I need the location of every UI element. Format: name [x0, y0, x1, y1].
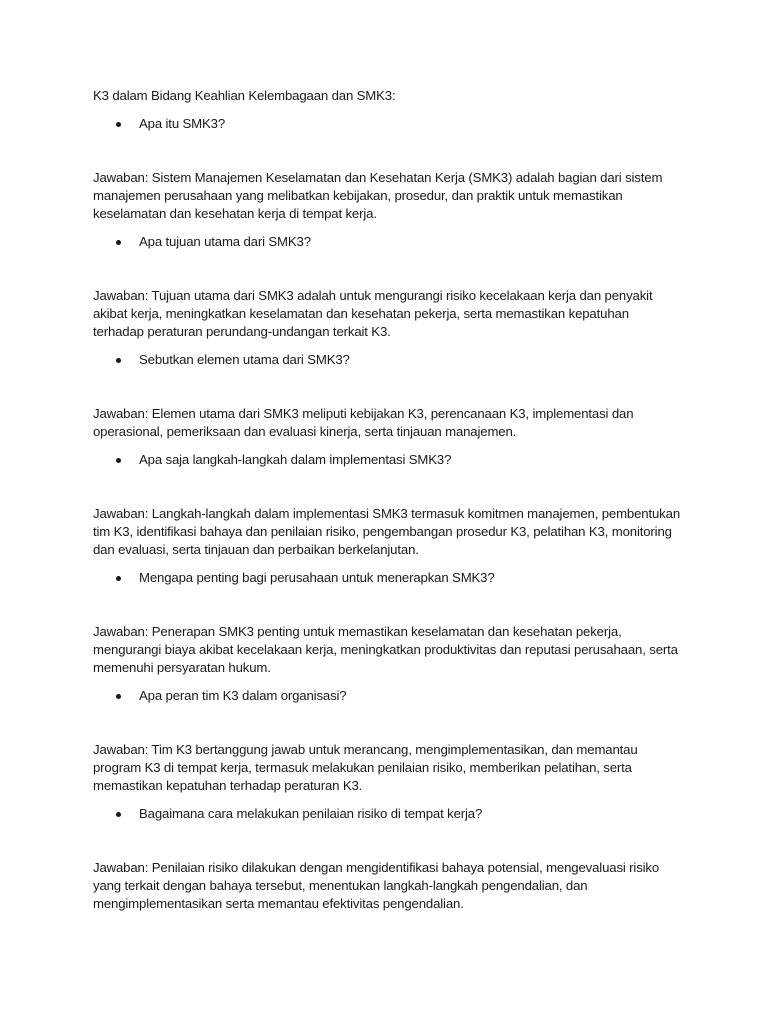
answer-text: Jawaban: Elemen utama dari SMK3 meliputi kebijakan K3, perencanaan K3, implementasi dan operasional, pemeriksaan dan evaluasi kinerja, serta tinjauan manajemen. — [93, 406, 634, 439]
answer-text: Jawaban: Tim K3 bertanggung jawab untuk merancang, mengimplementasikan, dan memantau program K3 di tempat kerja, termasuk melakukan penilaian risiko, memberikan pelatihan, serta memastikan kepatuhan terhadap peraturan K3. — [93, 742, 638, 793]
bullet-icon — [116, 358, 121, 363]
qa-item-6 — [93, 687, 683, 795]
bullet-icon — [116, 240, 121, 245]
answer-text: Jawaban: Sistem Manajemen Keselamatan dan Kesehatan Kerja (SMK3) adalah bagian dari sistem manajemen perusahaan yang melibatkan kebijakan, prosedur, dan praktik untuk memastikan keselamatan dan kesehatan kerja di tempat kerja. — [93, 170, 663, 221]
question-row — [93, 351, 683, 369]
question-text: Apa peran tim K3 dalam organisasi? — [139, 688, 347, 703]
qa-item-2 — [93, 233, 683, 341]
question-text: Apa itu SMK3? — [139, 116, 226, 131]
qa-item-1 — [93, 115, 683, 223]
question-text: Bagaimana cara melakukan penilaian risiko di tempat kerja? — [139, 806, 483, 821]
document-content — [93, 87, 683, 923]
bullet-icon — [116, 812, 121, 817]
qa-item-4 — [93, 451, 683, 559]
question-text: Mengapa penting bagi perusahaan untuk menerapkan SMK3? — [139, 570, 495, 585]
bullet-icon — [116, 694, 121, 699]
question-row — [93, 233, 683, 251]
question-row — [93, 115, 683, 133]
question-row — [93, 805, 683, 823]
question-text: Apa saja langkah-langkah dalam implementasi SMK3? — [139, 452, 452, 467]
question-text: Sebutkan elemen utama dari SMK3? — [139, 352, 350, 367]
qa-item-3 — [93, 351, 683, 441]
question-row — [93, 451, 683, 469]
answer-text: Jawaban: Langkah-langkah dalam implementasi SMK3 termasuk komitmen manajemen, pembentukan tim K3, identifikasi bahaya dan penilaian risiko, pengembangan prosedur K3, pelatihan K3, monitoring dan evaluasi, serta tinjauan dan perbaikan berkelanjutan. — [93, 506, 680, 557]
bullet-icon — [116, 458, 121, 463]
question-text: Apa tujuan utama dari SMK3? — [139, 234, 311, 249]
document-heading: K3 dalam Bidang Keahlian Kelembagaan dan SMK3: — [93, 88, 396, 103]
qa-item-7 — [93, 805, 683, 913]
question-row — [93, 569, 683, 587]
bullet-icon — [116, 122, 121, 127]
qa-item-5 — [93, 569, 683, 677]
answer-text: Jawaban: Penilaian risiko dilakukan dengan mengidentifikasi bahaya potensial, mengevaluasi risiko yang terkait dengan bahaya tersebut, menentukan langkah-langkah pengendalian, dan mengimplementasikan serta memantau efektivitas pengendalian. — [93, 860, 660, 911]
bullet-icon — [116, 576, 121, 581]
question-row — [93, 687, 683, 705]
answer-text: Jawaban: Tujuan utama dari SMK3 adalah untuk mengurangi risiko kecelakaan kerja dan penyakit akibat kerja, meningkatkan keselamatan dan kesehatan pekerja, serta memastikan kepatuhan terhadap peraturan perundang-undangan terkait K3. — [93, 288, 653, 339]
answer-text: Jawaban: Penerapan SMK3 penting untuk memastikan keselamatan dan kesehatan pekerja, mengurangi biaya akibat kecelakaan kerja, meningkatkan produktivitas dan reputasi perusahaan, serta memenuhi persyaratan hukum. — [93, 624, 678, 675]
